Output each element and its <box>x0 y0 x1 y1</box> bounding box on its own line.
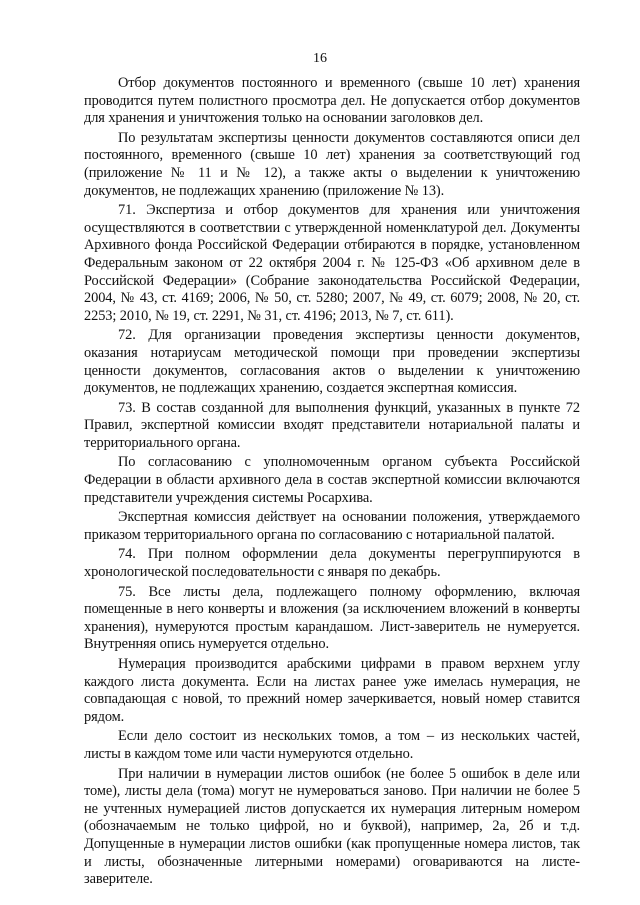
paragraph-volumes-numbering: Если дело состоит из нескольких томов, а том – из нескольких частей, листы в каждом томе или части нумеруются отдельно. <box>84 728 580 762</box>
paragraph-numbering-method: Нумерация производится арабскими цифрами в правом верхнем углу каждого листа документа. Если на листах ранее уже имелась нумерация, не совпадающая с новой, то прежний номер зачеркивается, новый номер ставится рядом. <box>84 656 580 725</box>
paragraph-rosarkhiv-representatives: По согласованию с уполномоченным органом субъекта Российской Федерации в области архивного дела в состав экспертной комиссии включаются представители учреждения системы Росархива. <box>84 454 580 506</box>
paragraph-numbering-errors: При наличии в нумерации листов ошибок (не более 5 ошибок в деле или томе), листы дела (тома) могут не нумероваться заново. При наличии не более 5 не учтенных нумерацией листов допускается их нумерация литерным номером (обозначаемым не только цифрой, но и буквой), например, 2а, 2б и т.д. Допущенные в нумерации листов ошибки (как пропущенные номера листов, так и листы, обозначенные литерными номерами) оговариваются на листе-заверителе. <box>84 765 580 888</box>
paragraph-73: 73. В состав созданной для выполнения функций, указанных в пункте 72 Правил, экспертной комиссии входят представители нотариальной палаты и территориального органа. <box>84 399 580 451</box>
paragraph-71: 71. Экспертиза и отбор документов для хранения или уничтожения осуществляются в соответствии с утвержденной номенклатурой дел. Документы Архивного фонда Российской Федерации отбираются в порядке, установленном Федеральным законом от 22 октября 2004 г. № 125-ФЗ «Об архивном деле в Российской Федерации» (Собрание законодательства Российской Федерации, 2004, № 43, ст. 4169; 2006, № 50, ст. 5280; 2007, № 49, ст. 6079; 2008, № 20, ст. 2253; 2010, № 19, ст. 2291, № 31, ст. 4196; 2013, № 7, ст. 611). <box>84 202 580 324</box>
paragraph-75: 75. Все листы дела, подлежащего полному оформлению, включая помещенные в него конверты и вложения (за исключением вложений в конверты хранения), нумеруются простым карандашом. Лист-заверитель не нумеруется. Внутренняя опись нумеруется отдельно. <box>84 583 580 653</box>
page-number: 16 <box>313 51 327 66</box>
document-body <box>84 75 580 889</box>
paragraph-72: 72. Для организации проведения экспертизы ценности документов, оказания нотариусам методической помощи при проведении экспертизы ценности документов, согласования актов о выделении к уничтожению документов, не подлежащих хранению, создается экспертная комиссия. <box>84 327 580 397</box>
paragraph-inventories-and-acts: По результатам экспертизы ценности документов составляются описи дел постоянного, временного (свыше 10 лет) хранения за соответствующий год (приложение № 11 и № 12), а также акты о выделении к уничтожению документов, не подлежащих хранению (приложение № 13). <box>84 129 580 199</box>
paragraph-selection-method: Отбор документов постоянного и временного (свыше 10 лет) хранения проводится путем полистного просмотра дел. Не допускается отбор документов для хранения и уничтожения только на основании заголовков дел. <box>84 75 580 127</box>
paragraph-74: 74. При полном оформлении дела документы перегруппируются в хронологической последовательности с января по декабрь. <box>84 546 580 581</box>
paragraph-commission-regulation: Экспертная комиссия действует на основании положения, утверждаемого приказом территориального органа по согласованию с нотариальной палатой. <box>84 509 580 543</box>
